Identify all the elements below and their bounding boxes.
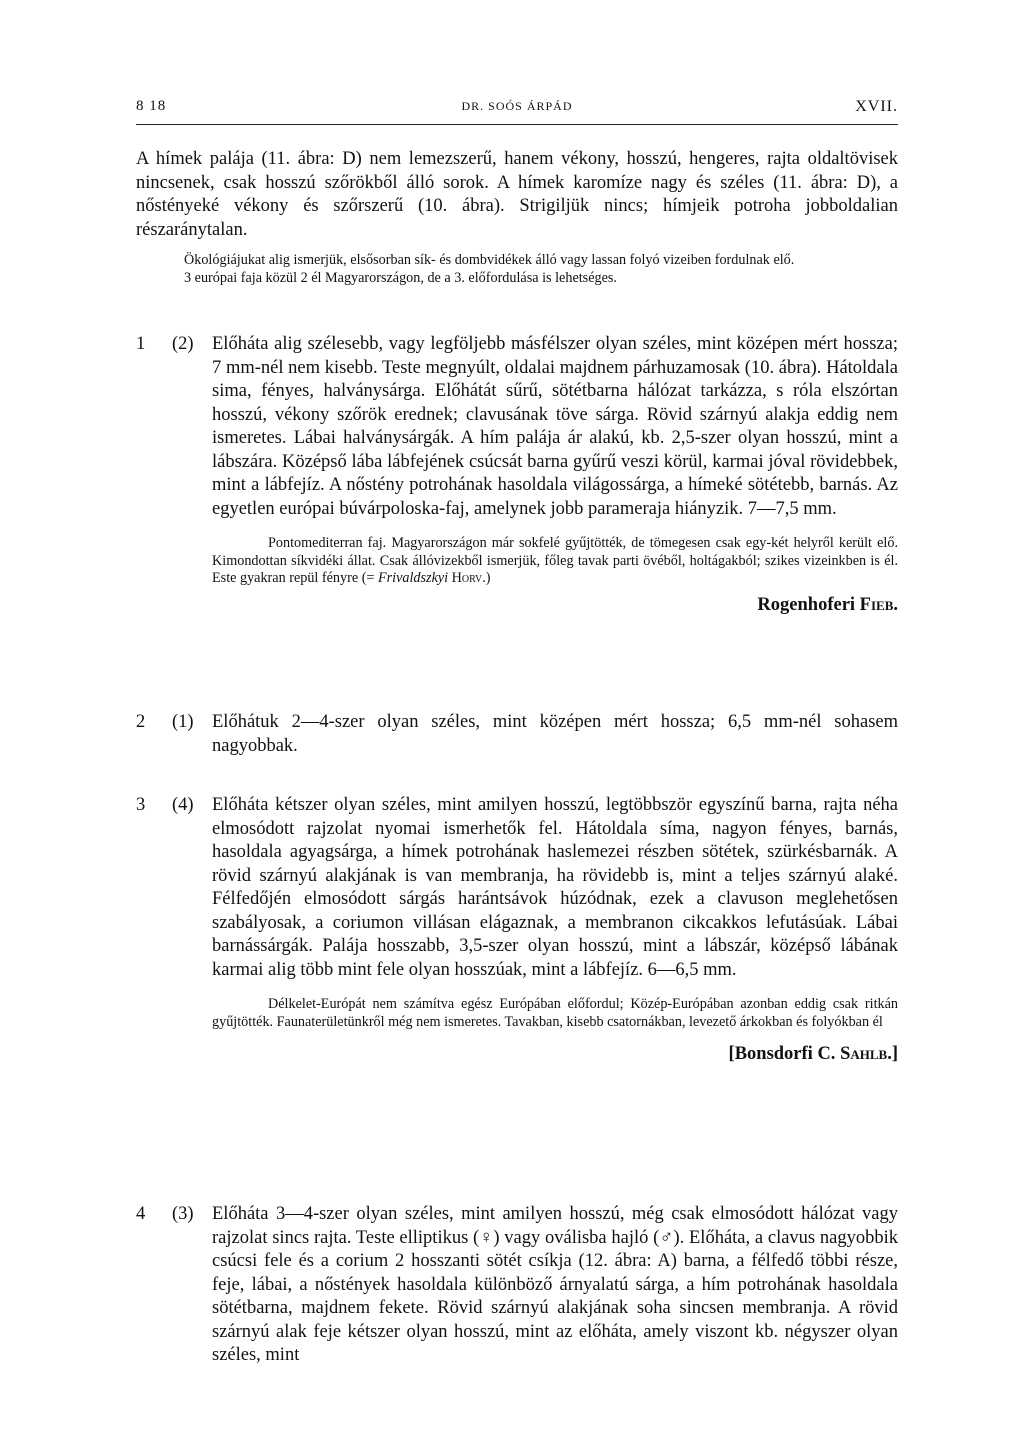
- couplet-number: 4: [136, 1204, 146, 1224]
- couplet-text: Előháta kétszer olyan széles, mint amilyen hosszú, legtöbbször egyszínű barna, rajta néha elmosódott rajzolat nyomai ismerhetők fel. Hátoldala síma, nagyon fényes, barnás, hasoldala agyagsárga, a hímek potrohának haslemezei részben sötétek, szürkésbarnák. A rövid szárnyú alakjának is van membranja, ha rövidebb is, mint a teljes szárnyú alaké. Félfedőjén elmosódott sárgás harántsávok húzódnak, ezek a clavuson meglehetősen szabályosak, a coriumon villásan elágaznak, a membranon cikcakkos lefutásúak. Lábai barnássárgák. Palája hosszabb, 3,5-szer olyan hosszú, mint a lábszár, középső lábának karmai alig több mint fele olyan hosszúak, mint a lábfejíz. 6—6,5 mm.: [212, 795, 898, 980]
- ecology-note: Ökológiájukat alig ismerjük, elsősorban sík- és dombvidékek álló vagy lassan folyó vizeiben fordulnak elő.: [184, 252, 795, 268]
- distribution-note: Pontomediterran faj. Magyarországon már sokfelé gyűjtötték, de tömegesen csak egy-két helyről került elő. Kimondottan síkvidéki állat. Csak állóvizekből ismerjük, főleg tavak parti övéből, holtágakból; szikes vizeinkben is él. Este gyakran repül fényre (= Frivaldszkyi Horv.): [212, 535, 898, 586]
- synonym-name: Frivaldszkyi: [377, 570, 449, 586]
- couplet-reference: (3): [172, 1204, 194, 1224]
- couplet-number: 1: [136, 334, 146, 354]
- couplet-text: Előháta alig szélesebb, vagy legföljebb másfélszer olyan széles, mint középen mért hossza; 7 mm-nél nem kisebb. Teste megnyúlt, oldalai majdnem párhuzamosak (10. ábra). Hátoldala sima, fényes, halványsárga. Előhátát sűrű, sötétbarna hálózat tarkázza, s róla elszórtan hosszú, vékony szőrök erednek; clavusának töve sárga. Rövid szárnyú alakja eddig nem ismeretes. Lábai halványsárgák. A hím palája ár alakú, kb. 2,5-szer olyan hosszú, mint a lábszára. Középső lába lábfejének csúcsát barna gyűrű veszi körül, karmai jóval rövidebbek, mint a lábfejíz. A nőstény potrohának hasoldala világossárga, a hímeké sötétebb, barnás. Az egyetlen európai búvárpoloska-faj, amelynek jobb parameraja hiányzik. 7—7,5 mm.: [212, 334, 898, 519]
- intro-paragraph: A hímek palája (11. ábra: D) nem lemezszerű, hanem vékony, hosszú, hengeres, rajta oldaltövisek nincsenek, csak hosszú szőrökből álló sorok. A hímek karomíze nagy és széles (11. ábra: D), a nőstényeké vékony és szőrszerű (10. ábra). Strigiljük nincs; hímjeik potroha jobboldalian részaránytalan.: [136, 149, 898, 240]
- couplet-number: 2: [136, 712, 146, 732]
- distribution-note: Délkelet-Európát nem számítva egész Európában előfordul; Közép-Európában azonban eddig csak ritkán gyűjtötték. Faunaterületünkről még nem ismeretes. Tavakban, kisebb csatornákban, levezető árkokban és folyókban él: [212, 996, 898, 1030]
- couplet-4: [136, 1203, 898, 1368]
- running-header: [136, 96, 898, 125]
- intro-section: [136, 148, 898, 287]
- running-author: DR. SOÓS ÁRPÁD: [461, 99, 573, 113]
- species-author: Fieb.: [859, 594, 898, 615]
- couplet-reference: (1): [172, 712, 194, 732]
- volume-number: XVII.: [855, 98, 898, 115]
- couplet-reference: (4): [172, 795, 194, 815]
- couplet-2: [136, 711, 898, 758]
- synonym-author: Horv.: [451, 570, 486, 586]
- couplet-text: Előhátuk 2—4-szer olyan széles, mint középen mért hossza; 6,5 mm-nél sohasem nagyobbak.: [212, 712, 898, 756]
- page: [136, 96, 898, 1365]
- couplet-number: 3: [136, 795, 146, 815]
- couplet-1: [136, 333, 898, 617]
- species-author: Sahlb.: [840, 1044, 892, 1064]
- species-name: Rogenhoferi Fieb.: [757, 594, 898, 615]
- species-count-note: 3 európai faja közül 2 él Magyarországon, de a 3. előfordulása is lehetséges.: [184, 269, 617, 286]
- page-number: 8 18: [136, 98, 167, 114]
- species-name: [Bonsdorfi C. Sahlb.]: [728, 1044, 898, 1064]
- couplet-reference: (2): [172, 334, 194, 354]
- couplet-text: Előháta 3—4-szer olyan széles, mint amilyen hosszú, még csak elmosódott hálózat vagy rajzolat sincs rajta. Teste elliptikus (♀) vagy oválisba hajló (♂). Előháta, a clavus nagyobbik csúcsi fele és a corium 2 hosszanti sötét csíkja (12. ábra: A) barna, a félfedő többi része, feje, lábai, a nőstények hasoldala különböző árnyalatú sárga, a hím potrohának hasoldala sötétbarna, majdnem fekete. Rövid szárnyú alakjának soha sincsen membranja. A rövid szárnyú alak feje kétszer olyan hosszú, mint az előháta, amely viszont kb. négyszer olyan széles, mint: [212, 1204, 898, 1365]
- couplet-3: [136, 794, 898, 1067]
